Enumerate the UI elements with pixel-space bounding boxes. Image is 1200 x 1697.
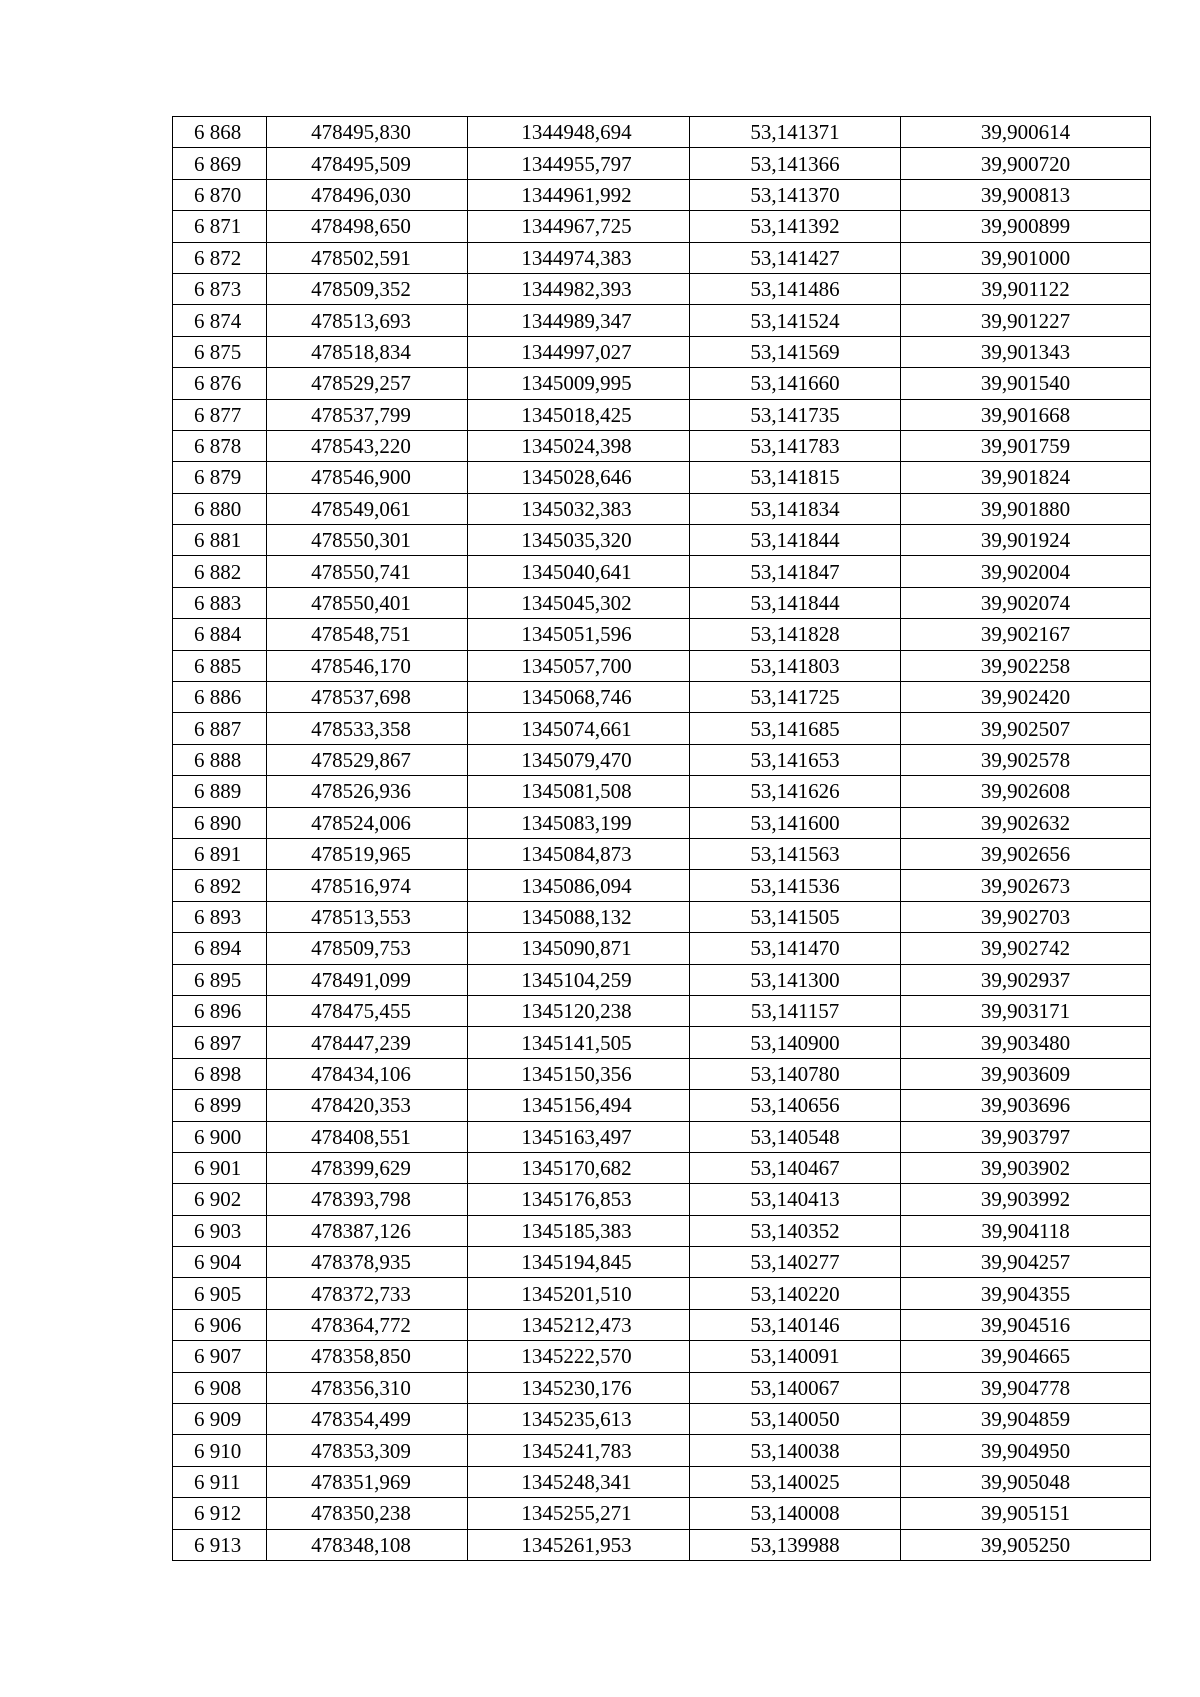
- x-coordinate-cell: 478537,799: [267, 399, 468, 430]
- latitude-cell: 53,140050: [690, 1404, 901, 1435]
- latitude-cell: 53,140146: [690, 1309, 901, 1340]
- x-coordinate-cell: 478498,650: [267, 211, 468, 242]
- x-coordinate-cell: 478399,629: [267, 1152, 468, 1183]
- point-number-cell: 6 879: [173, 462, 267, 493]
- x-coordinate-cell: 478353,309: [267, 1435, 468, 1466]
- longitude-cell: 39,902420: [901, 682, 1151, 713]
- y-coordinate-cell: 1345176,853: [468, 1184, 690, 1215]
- latitude-cell: 53,140780: [690, 1058, 901, 1089]
- y-coordinate-cell: 1345084,873: [468, 838, 690, 869]
- latitude-cell: 53,141371: [690, 117, 901, 148]
- y-coordinate-cell: 1344989,347: [468, 305, 690, 336]
- coordinates-table-body: [173, 117, 1151, 1561]
- point-number-cell: 6 883: [173, 587, 267, 618]
- table-row: [173, 1090, 1151, 1121]
- coordinates-table: [172, 116, 1151, 1561]
- x-coordinate-cell: 478495,509: [267, 148, 468, 179]
- y-coordinate-cell: 1345241,783: [468, 1435, 690, 1466]
- longitude-cell: 39,901668: [901, 399, 1151, 430]
- y-coordinate-cell: 1345141,505: [468, 1027, 690, 1058]
- point-number-cell: 6 884: [173, 619, 267, 650]
- latitude-cell: 53,141725: [690, 682, 901, 713]
- latitude-cell: 53,141653: [690, 744, 901, 775]
- table-row: [173, 242, 1151, 273]
- x-coordinate-cell: 478496,030: [267, 179, 468, 210]
- latitude-cell: 53,141660: [690, 368, 901, 399]
- latitude-cell: 53,141370: [690, 179, 901, 210]
- table-row: [173, 1529, 1151, 1560]
- y-coordinate-cell: 1345083,199: [468, 807, 690, 838]
- point-number-cell: 6 900: [173, 1121, 267, 1152]
- x-coordinate-cell: 478533,358: [267, 713, 468, 744]
- table-row: [173, 305, 1151, 336]
- x-coordinate-cell: 478519,965: [267, 838, 468, 869]
- longitude-cell: 39,904950: [901, 1435, 1151, 1466]
- table-row: [173, 1466, 1151, 1497]
- longitude-cell: 39,901000: [901, 242, 1151, 273]
- longitude-cell: 39,901227: [901, 305, 1151, 336]
- latitude-cell: 53,141828: [690, 619, 901, 650]
- y-coordinate-cell: 1345051,596: [468, 619, 690, 650]
- x-coordinate-cell: 478372,733: [267, 1278, 468, 1309]
- latitude-cell: 53,141157: [690, 995, 901, 1026]
- x-coordinate-cell: 478543,220: [267, 430, 468, 461]
- latitude-cell: 53,140008: [690, 1498, 901, 1529]
- latitude-cell: 53,141486: [690, 273, 901, 304]
- table-row: [173, 619, 1151, 650]
- longitude-cell: 39,901122: [901, 273, 1151, 304]
- latitude-cell: 53,141600: [690, 807, 901, 838]
- point-number-cell: 6 895: [173, 964, 267, 995]
- longitude-cell: 39,904516: [901, 1309, 1151, 1340]
- y-coordinate-cell: 1345156,494: [468, 1090, 690, 1121]
- latitude-cell: 53,140038: [690, 1435, 901, 1466]
- point-number-cell: 6 878: [173, 430, 267, 461]
- longitude-cell: 39,900720: [901, 148, 1151, 179]
- y-coordinate-cell: 1345045,302: [468, 587, 690, 618]
- longitude-cell: 39,902578: [901, 744, 1151, 775]
- x-coordinate-cell: 478513,553: [267, 901, 468, 932]
- longitude-cell: 39,902167: [901, 619, 1151, 650]
- x-coordinate-cell: 478550,741: [267, 556, 468, 587]
- longitude-cell: 39,902608: [901, 776, 1151, 807]
- point-number-cell: 6 870: [173, 179, 267, 210]
- x-coordinate-cell: 478509,753: [267, 933, 468, 964]
- latitude-cell: 53,140025: [690, 1466, 901, 1497]
- x-coordinate-cell: 478348,108: [267, 1529, 468, 1560]
- table-row: [173, 713, 1151, 744]
- x-coordinate-cell: 478548,751: [267, 619, 468, 650]
- latitude-cell: 53,140277: [690, 1247, 901, 1278]
- y-coordinate-cell: 1345230,176: [468, 1372, 690, 1403]
- longitude-cell: 39,901759: [901, 430, 1151, 461]
- longitude-cell: 39,902673: [901, 870, 1151, 901]
- longitude-cell: 39,902742: [901, 933, 1151, 964]
- table-row: [173, 682, 1151, 713]
- y-coordinate-cell: 1344997,027: [468, 336, 690, 367]
- latitude-cell: 53,140900: [690, 1027, 901, 1058]
- x-coordinate-cell: 478524,006: [267, 807, 468, 838]
- latitude-cell: 53,141427: [690, 242, 901, 273]
- longitude-cell: 39,901540: [901, 368, 1151, 399]
- table-row: [173, 1341, 1151, 1372]
- y-coordinate-cell: 1345163,497: [468, 1121, 690, 1152]
- point-number-cell: 6 911: [173, 1466, 267, 1497]
- point-number-cell: 6 886: [173, 682, 267, 713]
- y-coordinate-cell: 1344974,383: [468, 242, 690, 273]
- latitude-cell: 53,141366: [690, 148, 901, 179]
- latitude-cell: 53,141735: [690, 399, 901, 430]
- x-coordinate-cell: 478546,170: [267, 650, 468, 681]
- longitude-cell: 39,902004: [901, 556, 1151, 587]
- point-number-cell: 6 899: [173, 1090, 267, 1121]
- table-row: [173, 399, 1151, 430]
- x-coordinate-cell: 478351,969: [267, 1466, 468, 1497]
- y-coordinate-cell: 1345104,259: [468, 964, 690, 995]
- y-coordinate-cell: 1345261,953: [468, 1529, 690, 1560]
- y-coordinate-cell: 1345028,646: [468, 462, 690, 493]
- latitude-cell: 53,140352: [690, 1215, 901, 1246]
- longitude-cell: 39,904355: [901, 1278, 1151, 1309]
- longitude-cell: 39,902632: [901, 807, 1151, 838]
- y-coordinate-cell: 1345088,132: [468, 901, 690, 932]
- y-coordinate-cell: 1345235,613: [468, 1404, 690, 1435]
- y-coordinate-cell: 1344967,725: [468, 211, 690, 242]
- longitude-cell: 39,902656: [901, 838, 1151, 869]
- latitude-cell: 53,141392: [690, 211, 901, 242]
- longitude-cell: 39,903902: [901, 1152, 1151, 1183]
- table-row: [173, 933, 1151, 964]
- x-coordinate-cell: 478387,126: [267, 1215, 468, 1246]
- x-coordinate-cell: 478513,693: [267, 305, 468, 336]
- y-coordinate-cell: 1345120,238: [468, 995, 690, 1026]
- point-number-cell: 6 897: [173, 1027, 267, 1058]
- y-coordinate-cell: 1345040,641: [468, 556, 690, 587]
- longitude-cell: 39,902703: [901, 901, 1151, 932]
- point-number-cell: 6 885: [173, 650, 267, 681]
- x-coordinate-cell: 478550,401: [267, 587, 468, 618]
- latitude-cell: 53,141783: [690, 430, 901, 461]
- table-row: [173, 556, 1151, 587]
- latitude-cell: 53,141844: [690, 525, 901, 556]
- point-number-cell: 6 912: [173, 1498, 267, 1529]
- x-coordinate-cell: 478549,061: [267, 493, 468, 524]
- table-row: [173, 1058, 1151, 1089]
- y-coordinate-cell: 1345222,570: [468, 1341, 690, 1372]
- latitude-cell: 53,139988: [690, 1529, 901, 1560]
- longitude-cell: 39,902507: [901, 713, 1151, 744]
- longitude-cell: 39,904859: [901, 1404, 1151, 1435]
- table-row: [173, 1121, 1151, 1152]
- x-coordinate-cell: 478350,238: [267, 1498, 468, 1529]
- x-coordinate-cell: 478495,830: [267, 117, 468, 148]
- y-coordinate-cell: 1345068,746: [468, 682, 690, 713]
- point-number-cell: 6 880: [173, 493, 267, 524]
- y-coordinate-cell: 1345032,383: [468, 493, 690, 524]
- y-coordinate-cell: 1344955,797: [468, 148, 690, 179]
- longitude-cell: 39,901924: [901, 525, 1151, 556]
- x-coordinate-cell: 478550,301: [267, 525, 468, 556]
- y-coordinate-cell: 1345170,682: [468, 1152, 690, 1183]
- x-coordinate-cell: 478529,867: [267, 744, 468, 775]
- latitude-cell: 53,141834: [690, 493, 901, 524]
- y-coordinate-cell: 1344982,393: [468, 273, 690, 304]
- table-row: [173, 1215, 1151, 1246]
- y-coordinate-cell: 1344961,992: [468, 179, 690, 210]
- latitude-cell: 53,141536: [690, 870, 901, 901]
- longitude-cell: 39,903480: [901, 1027, 1151, 1058]
- longitude-cell: 39,900614: [901, 117, 1151, 148]
- y-coordinate-cell: 1345201,510: [468, 1278, 690, 1309]
- longitude-cell: 39,902258: [901, 650, 1151, 681]
- table-row: [173, 1404, 1151, 1435]
- y-coordinate-cell: 1344948,694: [468, 117, 690, 148]
- x-coordinate-cell: 478537,698: [267, 682, 468, 713]
- point-number-cell: 6 907: [173, 1341, 267, 1372]
- latitude-cell: 53,141685: [690, 713, 901, 744]
- x-coordinate-cell: 478546,900: [267, 462, 468, 493]
- table-row: [173, 995, 1151, 1026]
- table-row: [173, 1435, 1151, 1466]
- x-coordinate-cell: 478356,310: [267, 1372, 468, 1403]
- point-number-cell: 6 877: [173, 399, 267, 430]
- y-coordinate-cell: 1345074,661: [468, 713, 690, 744]
- longitude-cell: 39,904257: [901, 1247, 1151, 1278]
- table-row: [173, 493, 1151, 524]
- x-coordinate-cell: 478526,936: [267, 776, 468, 807]
- latitude-cell: 53,141626: [690, 776, 901, 807]
- point-number-cell: 6 892: [173, 870, 267, 901]
- x-coordinate-cell: 478434,106: [267, 1058, 468, 1089]
- latitude-cell: 53,141563: [690, 838, 901, 869]
- latitude-cell: 53,141803: [690, 650, 901, 681]
- table-row: [173, 838, 1151, 869]
- latitude-cell: 53,140656: [690, 1090, 901, 1121]
- latitude-cell: 53,140091: [690, 1341, 901, 1372]
- x-coordinate-cell: 478509,352: [267, 273, 468, 304]
- latitude-cell: 53,141844: [690, 587, 901, 618]
- longitude-cell: 39,903696: [901, 1090, 1151, 1121]
- latitude-cell: 53,140413: [690, 1184, 901, 1215]
- latitude-cell: 53,141569: [690, 336, 901, 367]
- longitude-cell: 39,903171: [901, 995, 1151, 1026]
- point-number-cell: 6 891: [173, 838, 267, 869]
- table-row: [173, 525, 1151, 556]
- point-number-cell: 6 873: [173, 273, 267, 304]
- point-number-cell: 6 871: [173, 211, 267, 242]
- point-number-cell: 6 901: [173, 1152, 267, 1183]
- point-number-cell: 6 869: [173, 148, 267, 179]
- latitude-cell: 53,141470: [690, 933, 901, 964]
- y-coordinate-cell: 1345009,995: [468, 368, 690, 399]
- point-number-cell: 6 902: [173, 1184, 267, 1215]
- table-row: [173, 273, 1151, 304]
- point-number-cell: 6 894: [173, 933, 267, 964]
- y-coordinate-cell: 1345248,341: [468, 1466, 690, 1497]
- table-row: [173, 587, 1151, 618]
- point-number-cell: 6 888: [173, 744, 267, 775]
- longitude-cell: 39,905151: [901, 1498, 1151, 1529]
- table-row: [173, 211, 1151, 242]
- table-row: [173, 650, 1151, 681]
- longitude-cell: 39,903609: [901, 1058, 1151, 1089]
- table-row: [173, 430, 1151, 461]
- x-coordinate-cell: 478358,850: [267, 1341, 468, 1372]
- y-coordinate-cell: 1345081,508: [468, 776, 690, 807]
- longitude-cell: 39,901824: [901, 462, 1151, 493]
- table-row: [173, 368, 1151, 399]
- latitude-cell: 53,141815: [690, 462, 901, 493]
- x-coordinate-cell: 478408,551: [267, 1121, 468, 1152]
- point-number-cell: 6 875: [173, 336, 267, 367]
- table-row: [173, 1498, 1151, 1529]
- x-coordinate-cell: 478393,798: [267, 1184, 468, 1215]
- table-row: [173, 1278, 1151, 1309]
- table-row: [173, 1184, 1151, 1215]
- point-number-cell: 6 909: [173, 1404, 267, 1435]
- point-number-cell: 6 896: [173, 995, 267, 1026]
- latitude-cell: 53,140548: [690, 1121, 901, 1152]
- point-number-cell: 6 910: [173, 1435, 267, 1466]
- table-row: [173, 1247, 1151, 1278]
- latitude-cell: 53,140467: [690, 1152, 901, 1183]
- table-row: [173, 336, 1151, 367]
- longitude-cell: 39,901343: [901, 336, 1151, 367]
- point-number-cell: 6 887: [173, 713, 267, 744]
- table-row: [173, 1152, 1151, 1183]
- longitude-cell: 39,902074: [901, 587, 1151, 618]
- y-coordinate-cell: 1345024,398: [468, 430, 690, 461]
- latitude-cell: 53,140220: [690, 1278, 901, 1309]
- y-coordinate-cell: 1345057,700: [468, 650, 690, 681]
- x-coordinate-cell: 478529,257: [267, 368, 468, 399]
- point-number-cell: 6 881: [173, 525, 267, 556]
- longitude-cell: 39,904778: [901, 1372, 1151, 1403]
- table-row: [173, 1309, 1151, 1340]
- point-number-cell: 6 913: [173, 1529, 267, 1560]
- longitude-cell: 39,904665: [901, 1341, 1151, 1372]
- x-coordinate-cell: 478491,099: [267, 964, 468, 995]
- table-row: [173, 148, 1151, 179]
- point-number-cell: 6 889: [173, 776, 267, 807]
- x-coordinate-cell: 478354,499: [267, 1404, 468, 1435]
- table-row: [173, 744, 1151, 775]
- y-coordinate-cell: 1345255,271: [468, 1498, 690, 1529]
- latitude-cell: 53,141524: [690, 305, 901, 336]
- point-number-cell: 6 903: [173, 1215, 267, 1246]
- y-coordinate-cell: 1345079,470: [468, 744, 690, 775]
- y-coordinate-cell: 1345086,094: [468, 870, 690, 901]
- y-coordinate-cell: 1345018,425: [468, 399, 690, 430]
- point-number-cell: 6 904: [173, 1247, 267, 1278]
- table-row: [173, 1372, 1151, 1403]
- y-coordinate-cell: 1345150,356: [468, 1058, 690, 1089]
- table-row: [173, 117, 1151, 148]
- y-coordinate-cell: 1345194,845: [468, 1247, 690, 1278]
- point-number-cell: 6 890: [173, 807, 267, 838]
- x-coordinate-cell: 478420,353: [267, 1090, 468, 1121]
- table-row: [173, 1027, 1151, 1058]
- table-row: [173, 776, 1151, 807]
- point-number-cell: 6 906: [173, 1309, 267, 1340]
- latitude-cell: 53,141300: [690, 964, 901, 995]
- longitude-cell: 39,905048: [901, 1466, 1151, 1497]
- y-coordinate-cell: 1345090,871: [468, 933, 690, 964]
- longitude-cell: 39,901880: [901, 493, 1151, 524]
- x-coordinate-cell: 478447,239: [267, 1027, 468, 1058]
- point-number-cell: 6 905: [173, 1278, 267, 1309]
- point-number-cell: 6 908: [173, 1372, 267, 1403]
- table-row: [173, 462, 1151, 493]
- point-number-cell: 6 882: [173, 556, 267, 587]
- longitude-cell: 39,903992: [901, 1184, 1151, 1215]
- point-number-cell: 6 868: [173, 117, 267, 148]
- y-coordinate-cell: 1345212,473: [468, 1309, 690, 1340]
- x-coordinate-cell: 478475,455: [267, 995, 468, 1026]
- table-row: [173, 901, 1151, 932]
- point-number-cell: 6 893: [173, 901, 267, 932]
- point-number-cell: 6 872: [173, 242, 267, 273]
- point-number-cell: 6 874: [173, 305, 267, 336]
- table-row: [173, 807, 1151, 838]
- table-row: [173, 870, 1151, 901]
- latitude-cell: 53,140067: [690, 1372, 901, 1403]
- longitude-cell: 39,904118: [901, 1215, 1151, 1246]
- x-coordinate-cell: 478364,772: [267, 1309, 468, 1340]
- table-row: [173, 179, 1151, 210]
- latitude-cell: 53,141847: [690, 556, 901, 587]
- longitude-cell: 39,900899: [901, 211, 1151, 242]
- x-coordinate-cell: 478518,834: [267, 336, 468, 367]
- point-number-cell: 6 898: [173, 1058, 267, 1089]
- y-coordinate-cell: 1345035,320: [468, 525, 690, 556]
- longitude-cell: 39,905250: [901, 1529, 1151, 1560]
- longitude-cell: 39,902937: [901, 964, 1151, 995]
- latitude-cell: 53,141505: [690, 901, 901, 932]
- table-row: [173, 964, 1151, 995]
- y-coordinate-cell: 1345185,383: [468, 1215, 690, 1246]
- x-coordinate-cell: 478502,591: [267, 242, 468, 273]
- longitude-cell: 39,903797: [901, 1121, 1151, 1152]
- x-coordinate-cell: 478516,974: [267, 870, 468, 901]
- longitude-cell: 39,900813: [901, 179, 1151, 210]
- x-coordinate-cell: 478378,935: [267, 1247, 468, 1278]
- point-number-cell: 6 876: [173, 368, 267, 399]
